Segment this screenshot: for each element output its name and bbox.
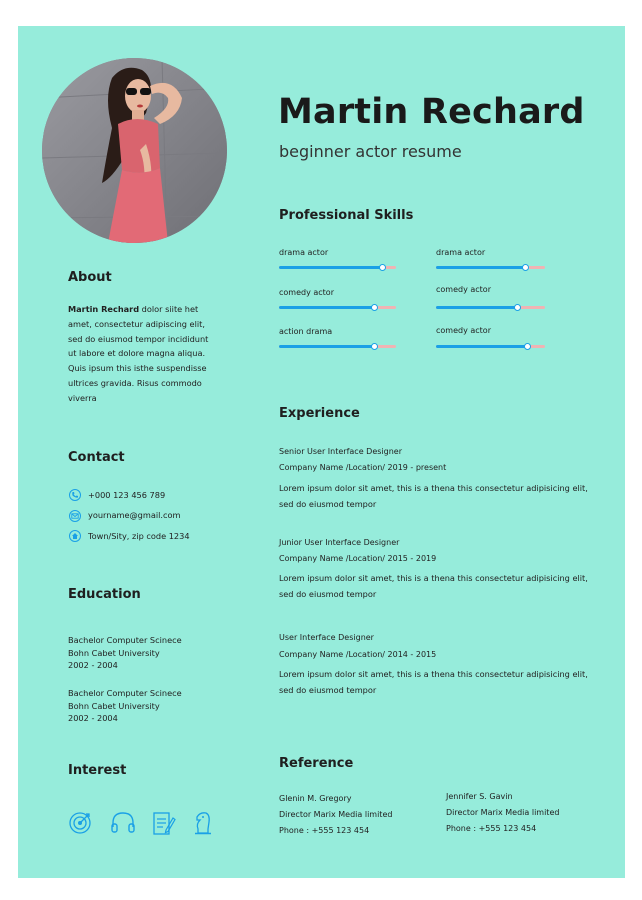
experience-company: Company Name /Location/ 2014 - 2015	[279, 650, 437, 659]
notepad-icon	[152, 810, 176, 840]
skill-bar-fill	[436, 266, 526, 269]
about-heading: About	[68, 270, 112, 285]
candidate-name: Martin Rechard	[278, 92, 585, 132]
contact-address: Town/Sity, zip code 1234	[88, 531, 190, 541]
phone-icon	[69, 489, 81, 501]
skill-label: drama actor	[436, 248, 486, 257]
education-school: Bohn Cabet University	[68, 700, 160, 711]
education-degree: Bachelor Computer Scinece	[68, 635, 182, 645]
skill-label: comedy actor	[279, 288, 334, 297]
experience-role: Senior User Interface Designer	[279, 447, 402, 456]
resume-subtitle: beginner actor resume	[279, 142, 462, 161]
experience-company: Company Name /Location/ 2015 - 2019	[279, 554, 437, 563]
reference-position: Director Marix Media limited	[279, 810, 393, 819]
reference-phone: Phone : +555 123 454	[446, 824, 537, 833]
skill-bar-fill	[436, 345, 528, 348]
target-icon	[68, 811, 92, 839]
skill-bar-fill	[436, 306, 518, 309]
about-text	[68, 302, 218, 406]
reference-position: Director Marix Media limited	[446, 808, 560, 817]
skill-label: action drama	[279, 327, 333, 336]
profile-photo	[42, 58, 227, 243]
experience-role: Junior User Interface Designer	[279, 538, 400, 547]
education-entry	[68, 687, 182, 725]
experience-description: Lorem ipsum dolor sit amet, this is a thena this consectetur adipisicing elit, sed do eiusmod tempor	[279, 483, 588, 509]
skill-bar-knob	[371, 343, 378, 350]
skill-label: drama actor	[279, 248, 329, 257]
skill-bar-knob	[379, 264, 386, 271]
education-entry	[68, 634, 182, 672]
skill-bar	[279, 345, 396, 348]
education-heading: Education	[68, 587, 141, 602]
education-years: 2002 - 2004	[68, 660, 118, 671]
contact-heading: Contact	[68, 450, 125, 465]
contact-phone: +000 123 456 789	[88, 490, 166, 500]
about-body: dolor siite het amet, consectetur adipiscing elit, sed do eiusmod tempor incididunt ut labore et dolore magna aliqua. Quis ipsum this isthe suspendisse ultrices gravida. Risus commodo viverra	[68, 304, 209, 403]
chess-knight-icon	[192, 810, 214, 840]
reference-entry	[446, 789, 559, 837]
profile-photo-illustration	[42, 58, 227, 243]
skills-heading: Professional Skills	[279, 208, 414, 223]
reference-entry	[279, 791, 392, 839]
education-school: Bohn Cabet University	[68, 647, 160, 658]
skill-bar	[279, 306, 396, 309]
skill-bar	[279, 266, 396, 269]
skill-bar	[436, 345, 545, 348]
reference-name: Glenin M. Gregory	[279, 794, 352, 803]
skill-bar	[436, 306, 545, 309]
skill-label: comedy actor	[436, 285, 491, 294]
experience-description: Lorem ipsum dolor sit amet, this is a thena this consectetur adipisicing elit, sed do eiusmod tempor	[279, 573, 588, 599]
skill-bar-knob	[524, 343, 531, 350]
education-years: 2002 - 2004	[68, 713, 118, 724]
education-degree: Bachelor Computer Scinece	[68, 688, 182, 698]
skill-bar	[436, 266, 545, 269]
skill-bar-knob	[371, 304, 378, 311]
headphones-icon	[110, 811, 136, 839]
skill-bar-fill	[279, 345, 375, 348]
experience-company: Company Name /Location/ 2019 - present	[279, 463, 447, 472]
mail-icon	[69, 510, 81, 522]
experience-description: Lorem ipsum dolor sit amet, this is a thena this consectetur adipisicing elit, sed do eiusmod tempor	[279, 669, 588, 695]
contact-email: yourname@gmail.com	[88, 510, 181, 520]
skill-bar-knob	[514, 304, 521, 311]
reference-heading: Reference	[279, 756, 354, 771]
skill-bar-fill	[279, 306, 375, 309]
about-highlight: Martin Rechard	[68, 304, 140, 314]
home-icon	[69, 530, 81, 542]
experience-role: User Interface Designer	[279, 633, 374, 642]
skill-label: comedy actor	[436, 326, 491, 335]
skill-bar-knob	[522, 264, 529, 271]
experience-heading: Experience	[279, 406, 360, 421]
skill-bar-fill	[279, 266, 383, 269]
reference-phone: Phone : +555 123 454	[279, 826, 370, 835]
interest-heading: Interest	[68, 763, 127, 778]
reference-name: Jennifer S. Gavin	[446, 792, 513, 801]
